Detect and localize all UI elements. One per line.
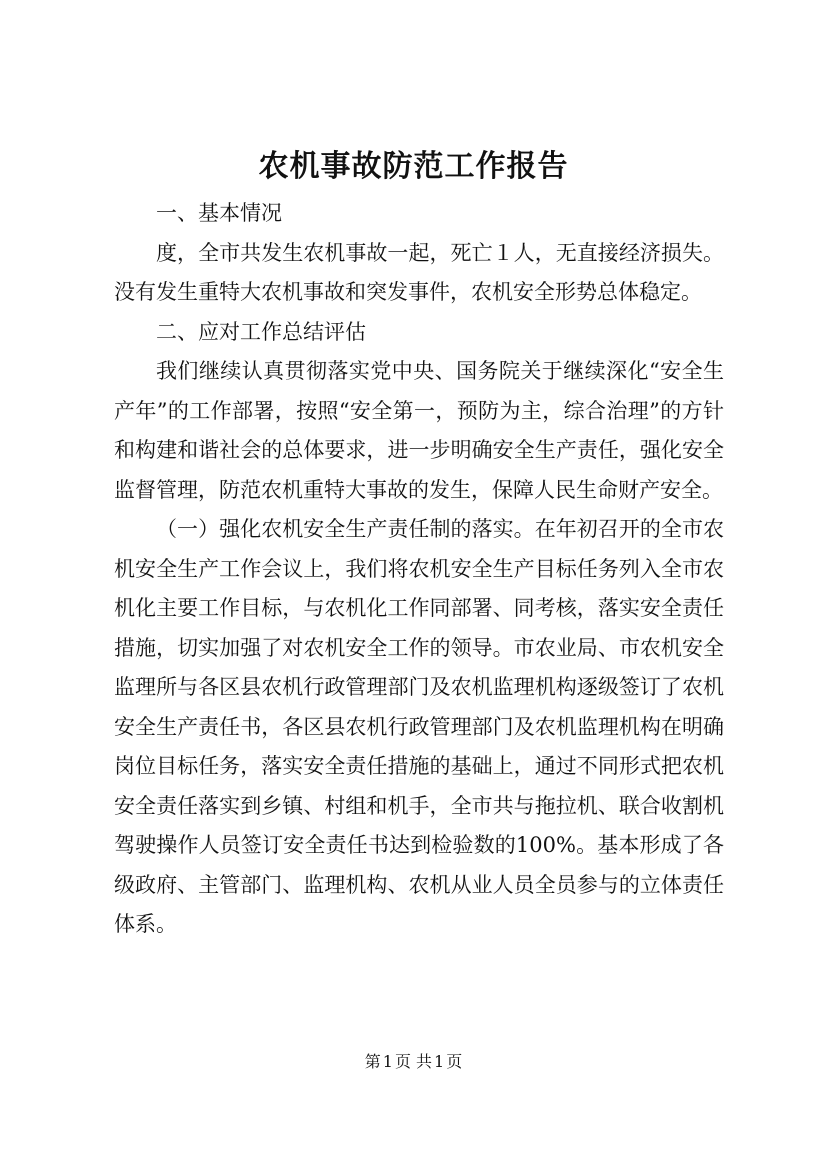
paragraph-work-deployment: 我们继续认真贯彻落实党中央、国务院关于继续深化“安全生产年”的工作部署，按照“安全第一，预防为主，综合治理”的方针和构建和谐社会的总体要求，进一步明确安全生产责任，强化安全监督管理，防范农机重特大事故的发生，保障人民生命财产安全。 [114, 359, 724, 502]
paragraph-basic-situation: 度，全市共发生农机事故一起，死亡１人，无直接经济损失。没有发生重特大农机事故和突发事件，农机安全形势总体稳定。 [114, 240, 724, 304]
section-heading-basic: 一、基本情况 [156, 201, 282, 225]
footer-total-pages: 1 [434, 1052, 445, 1071]
document-body [114, 194, 724, 945]
document-title: 农机事故防范工作报告 [258, 149, 569, 184]
footer-suffix: 页 [446, 1052, 463, 1071]
footer-page-number: 1 [382, 1052, 393, 1071]
page-footer [0, 1050, 827, 1074]
section-heading-evaluation: 二、应对工作总结评估 [156, 319, 366, 344]
footer-prefix: 第 [364, 1052, 381, 1071]
paragraph-responsibility: （一）强化农机安全生产责任制的落实。在年初召开的全市农机安全生产工作会议上，我们将农机安全生产目标任务列入全市农机化主要工作目标，与农机化工作同部署、同考核，落实安全责任措施，切实加强了对农机安全工作的领导。市农业局、市农机安全监理所与各区县农机行政管理部门及农机监理机构逐级签订了农机安全生产责任书，各区县农机行政管理部门及农机监理机构在明确岗位目标任务，落实安全责任措施的基础上，通过不同形式把农机安全责任落实到乡镇、村组和机手，全市共与拖拉机、联合收割机驾驶操作人员签订安全责任书达到检验数的100%。基本形成了各级政府、主管部门、监理机构、农机从业人员全员参与的立体责任体系。 [114, 517, 724, 936]
footer-mid: 页 共 [394, 1052, 433, 1071]
